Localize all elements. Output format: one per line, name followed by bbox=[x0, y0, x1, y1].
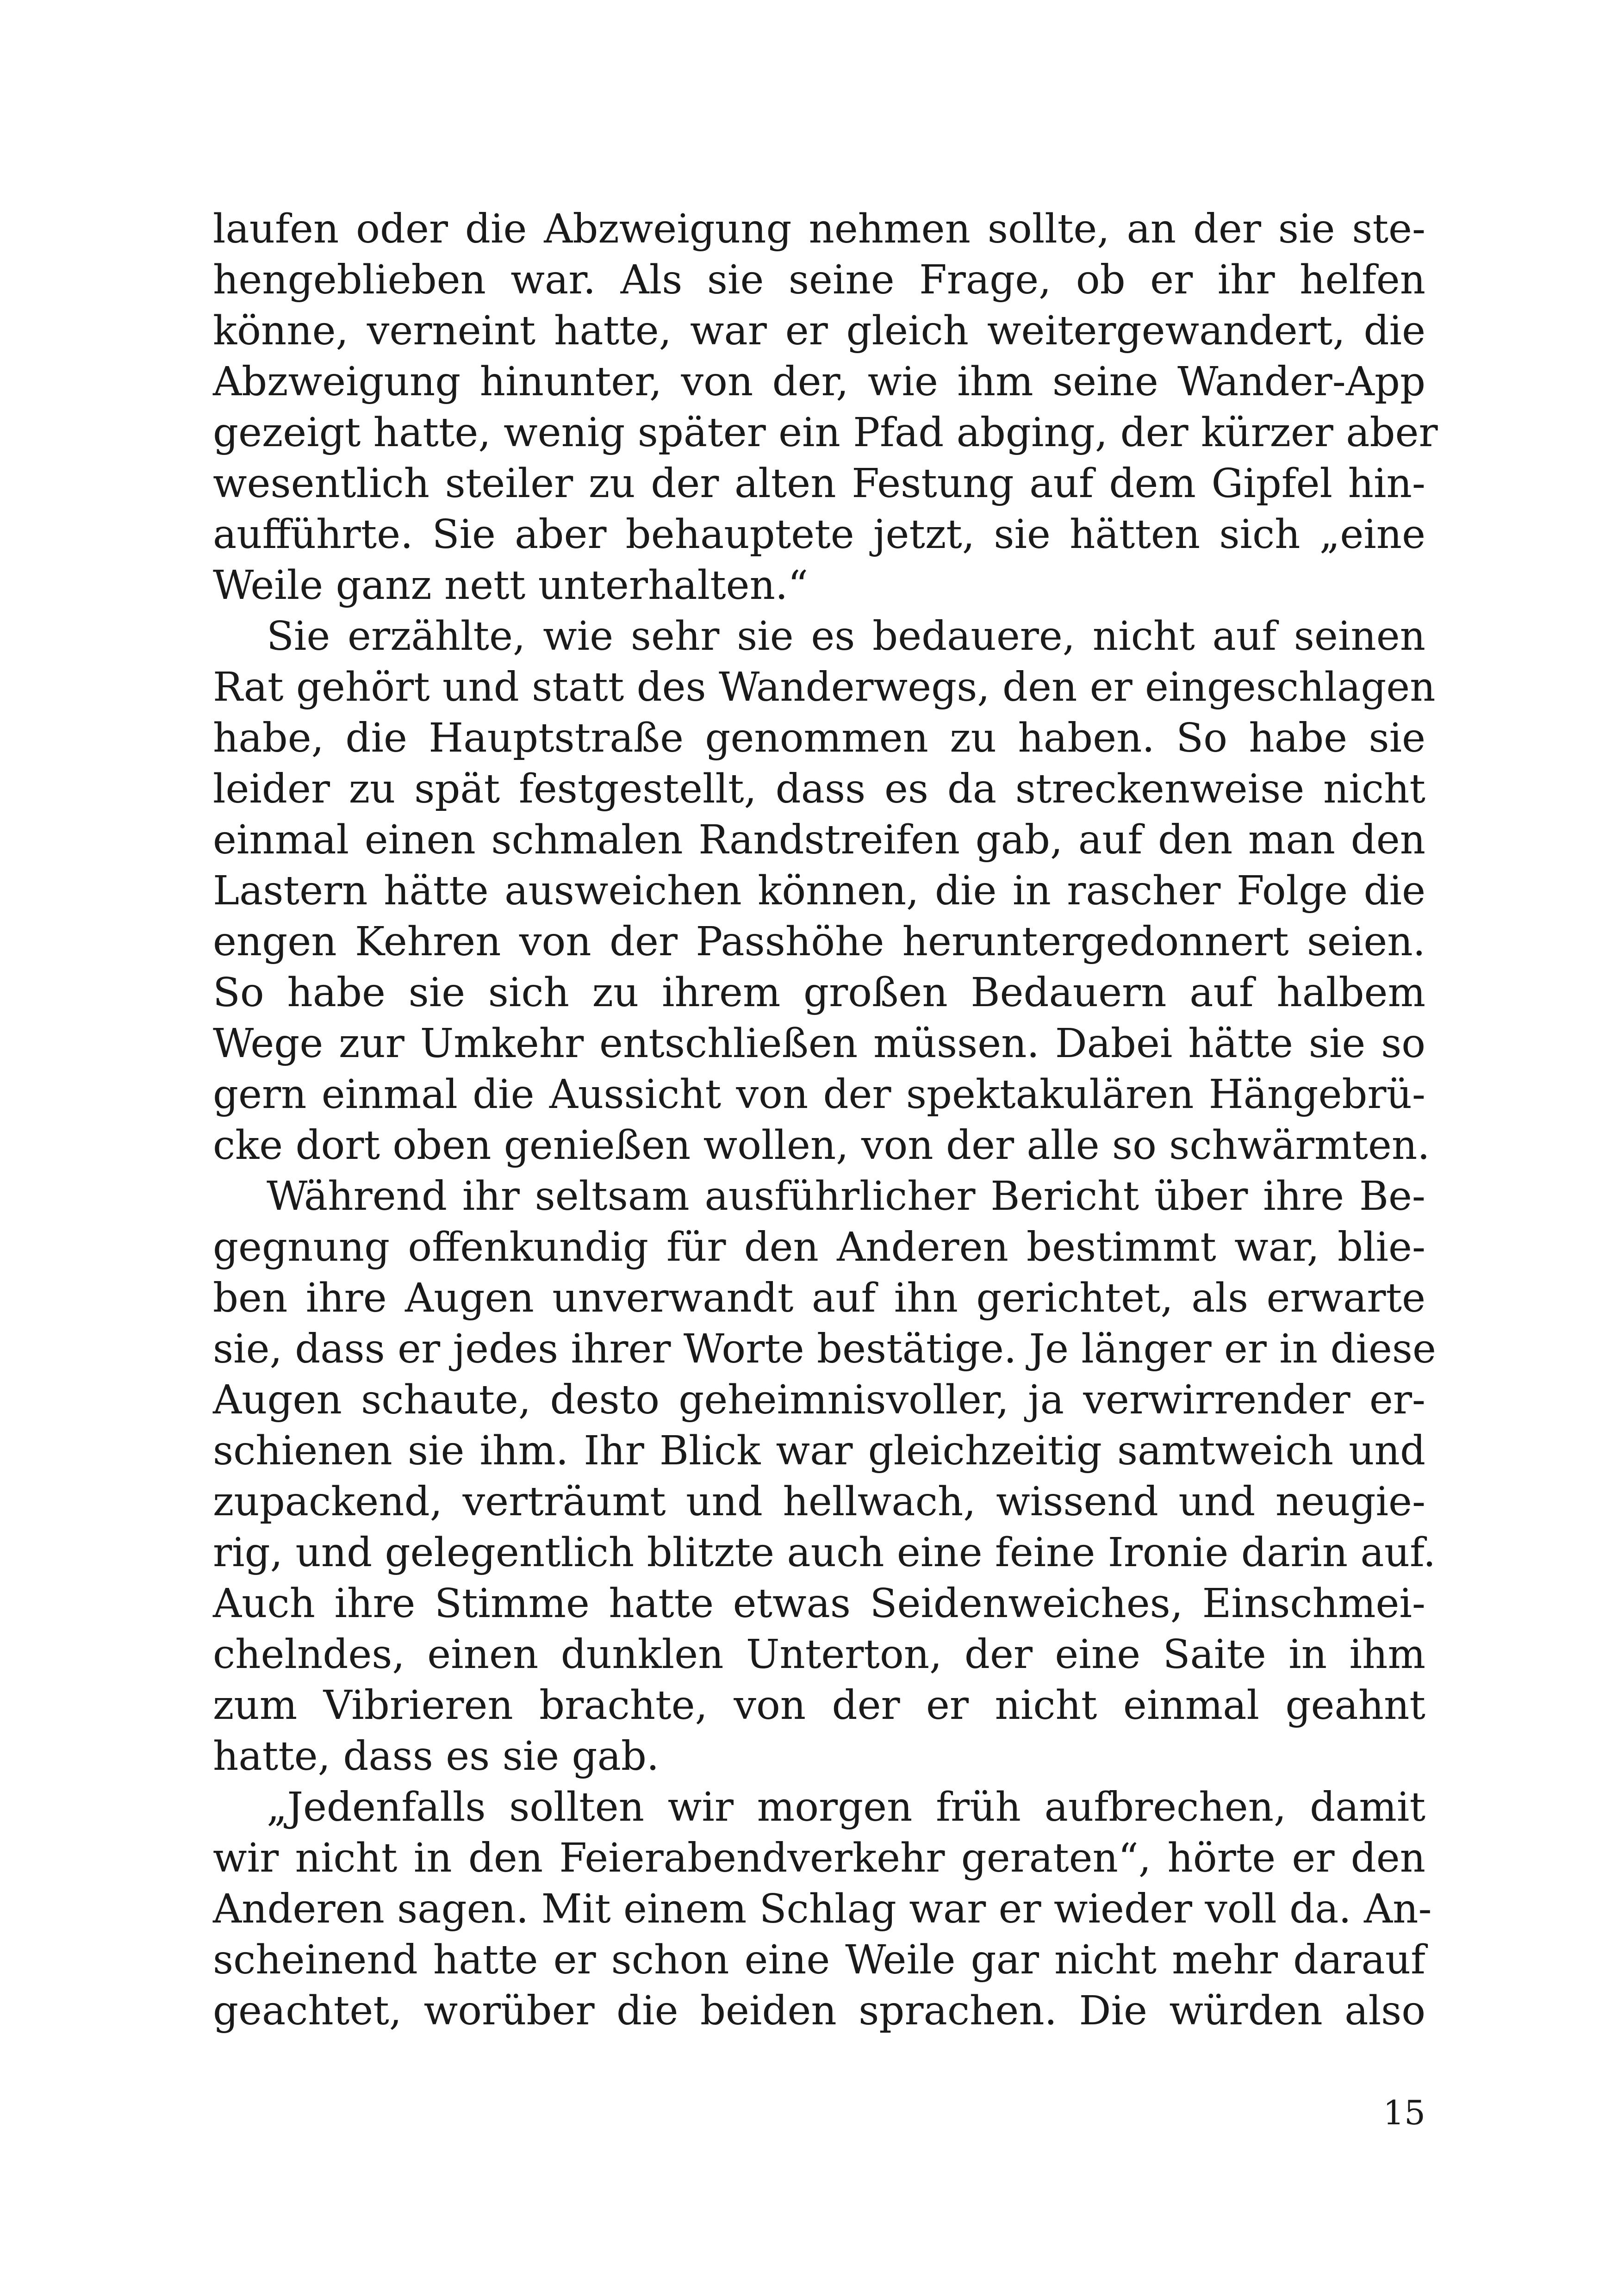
text-line: Anderen sagen. Mit einem Schlag war er wieder voll da. An- bbox=[213, 1886, 1432, 1932]
text-line: hatte, dass es sie gab. bbox=[213, 1733, 660, 1780]
text-line: schienen sie ihm. Ihr Blick war gleichzeitig samtweich und bbox=[213, 1428, 1425, 1474]
text-line: leider zu spät festgestellt, dass es da streckenweise nicht bbox=[213, 766, 1425, 812]
text-line: laufen oder die Abzweigung nehmen sollte, an der sie ste- bbox=[213, 206, 1425, 252]
text-line: gern einmal die Aussicht von der spektakulären Hängebrü- bbox=[213, 1071, 1425, 1118]
text-line: wir nicht in den Feierabendverkehr geraten“, hörte er den bbox=[213, 1835, 1425, 1881]
text-line: aufführte. Sie aber behauptete jetzt, sie hätten sich „eine bbox=[213, 511, 1425, 558]
text-line: sie, dass er jedes ihrer Worte bestätige. Je länger er in diese bbox=[213, 1326, 1436, 1372]
text-line: Auch ihre Stimme hatte etwas Seidenweiches, Einschmei- bbox=[213, 1580, 1425, 1627]
text-line: Sie erzählte, wie sehr sie es bedauere, nicht auf seinen bbox=[267, 613, 1425, 660]
text-line: hengeblieben war. Als sie seine Frage, ob er ihr helfen bbox=[213, 257, 1425, 303]
text-line: wesentlich steiler zu der alten Festung auf dem Gipfel hin- bbox=[213, 460, 1425, 507]
text-line: ben ihre Augen unverwandt auf ihn gerichtet, als erwarte bbox=[213, 1275, 1425, 1321]
text-line: könne, verneint hatte, war er gleich weitergewandert, die bbox=[213, 308, 1425, 354]
page-number: 15 bbox=[1383, 2093, 1425, 2132]
text-line: So habe sie sich zu ihrem großen Bedauern auf halbem bbox=[213, 970, 1425, 1016]
text-line: Während ihr seltsam ausführlicher Bericht über ihre Be- bbox=[267, 1173, 1425, 1220]
text-line: gegnung offenkundig für den Anderen bestimmt war, blie- bbox=[213, 1224, 1425, 1270]
text-line: geachtet, worüber die beiden sprachen. Die würden also bbox=[213, 1988, 1425, 2034]
text-line: habe, die Hauptstraße genommen zu haben. So habe sie bbox=[213, 715, 1425, 761]
text-line: Abzweigung hinunter, von der, wie ihm seine Wander-App bbox=[213, 359, 1425, 405]
text-line: zupackend, verträumt und hellwach, wissend und neugie- bbox=[213, 1479, 1425, 1525]
text-line: gezeigt hatte, wenig später ein Pfad abging, der kürzer aber bbox=[213, 410, 1438, 456]
text-line: einmal einen schmalen Randstreifen gab, auf den man den bbox=[213, 817, 1425, 863]
text-line: „Jedenfalls sollten wir morgen früh aufbrechen, damit bbox=[267, 1784, 1425, 1830]
text-line: chelndes, einen dunklen Unterton, der eine Saite in ihm bbox=[213, 1631, 1425, 1678]
text-line: Rat gehört und statt des Wanderwegs, den er eingeschlagen bbox=[213, 664, 1436, 710]
text-line: Augen schaute, desto geheimnisvoller, ja verwirrender er- bbox=[213, 1377, 1425, 1423]
text-line: Weile ganz nett unterhalten.“ bbox=[213, 562, 809, 609]
text-line: zum Vibrieren brachte, von der er nicht einmal geahnt bbox=[213, 1682, 1425, 1729]
text-line: engen Kehren von der Passhöhe heruntergedonnert seien. bbox=[213, 919, 1425, 965]
text-line: scheinend hatte er schon eine Weile gar nicht mehr darauf bbox=[213, 1937, 1425, 1983]
text-line: Wege zur Umkehr entschließen müssen. Dabei hätte sie so bbox=[213, 1020, 1425, 1067]
text-line: cke dort oben genießen wollen, von der alle so schwärmten. bbox=[213, 1122, 1430, 1169]
text-line: Lastern hätte ausweichen können, die in rascher Folge die bbox=[213, 868, 1425, 914]
text-line: rig, und gelegentlich blitzte auch eine feine Ironie darin auf. bbox=[213, 1530, 1436, 1576]
body-text bbox=[213, 204, 1438, 2036]
